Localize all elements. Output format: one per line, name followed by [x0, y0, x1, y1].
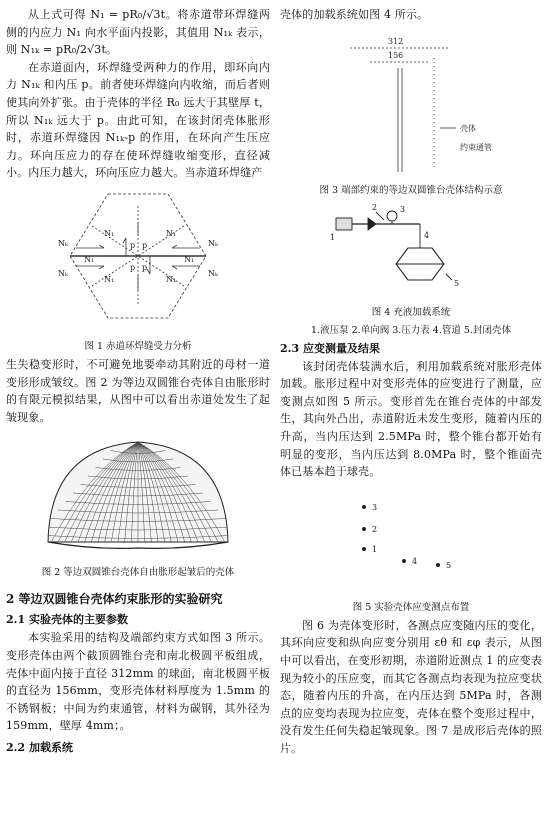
paragraph-strain-measurement: 该封闭壳体装满水后，利用加载系统对胀形壳体加载。胀形过程中对变形壳体的应变进行了测量，应变测点如图 5 所示。变形首先在锥台壳体的中部发生，其向外凸出，赤道附近未发生变形，随着内压的升高，当内压达到 2.5MPa 时，整个锥台都开始有明显的变形，当内压达到 8.0MPa 时，整个锥面壳体已基本趋于球壳。: [280, 359, 542, 479]
label-5: 5: [454, 278, 460, 288]
figure-5-caption: 图 5 实验壳体应变测点布置: [352, 601, 470, 613]
paragraph-wrinkle: 生失稳变形时，不可避免地要牵动其附近的母材一道变形形成皱纹。图 2 为等边双圆锥台壳体自由胀形时的有限元模拟结果，从图中可以看出赤道处发生了起皱现象。: [6, 357, 270, 424]
label-2: 2: [372, 202, 378, 212]
loading-system-diagram: [280, 200, 542, 300]
label-p: p: [130, 262, 136, 272]
figure-4-caption: 图 4 充液加载系统: [371, 306, 451, 318]
label-n1: N₁: [166, 274, 177, 284]
label-tube: 约束通管: [460, 142, 492, 152]
figure-4-legend: 1.液压泵 2.单向阀 3.压力表 4.管道 5.封闭壳体: [311, 324, 511, 336]
paragraph-force-formula: 从上式可得 N₁ = pR₀/√3t。将赤道带环焊缝两侧的内应力 N₁ 向水平面内投影，其值用 N₁ₖ 表示，则 N₁ₖ = pR₀/2√3t。: [6, 8, 270, 57]
gauge-label: 1: [372, 544, 378, 554]
figure-2-caption: 图 2 等边双圆锥台壳体自由胀形起皱后的壳体: [41, 567, 235, 579]
subsection-heading-2-3: 2.3 应变测量及结果: [280, 341, 380, 355]
figure-5: [280, 485, 542, 595]
label-nk: Nₖ: [58, 238, 68, 248]
gauge-label: 3: [372, 502, 378, 512]
strain-gauge-layout: [280, 485, 542, 595]
label-n1: N₁: [104, 274, 115, 284]
label-p: p: [142, 240, 148, 250]
label-n1: N₁: [84, 254, 95, 264]
paragraph-strain-results: 图 6 为壳体变形时，各测点应变随内压的变化，其环向应变和纵向应变分别用 εθ 和 εφ 表示，从图中可以看出，在变形初期，赤道附近测点 1 的应变表现为较小的压应变，而其它各测点均表现为拉应变状态，随着内压的升高，在内压达到 5MPa 时，各测点的应变均表现为拉应变，壳体在整个变形过程中，没有发生任何失稳起皱现象。图 7 是成形后壳体的照片。: [280, 618, 542, 755]
gauge-label: 5: [446, 560, 452, 570]
label-shell: 壳体: [460, 123, 476, 133]
label-nk: Nₖ: [208, 268, 218, 278]
label-1: 1: [330, 232, 336, 242]
figure-3-caption: 图 3 端部约束的等边双圆锥台壳体结构示意: [319, 184, 503, 196]
gauge-label: 4: [412, 556, 418, 566]
wrinkled-shell-mesh: [6, 430, 270, 560]
label-n1: N₁: [184, 254, 195, 264]
label-p: p: [142, 262, 148, 272]
label-nk: Nₖ: [208, 238, 218, 248]
figure-2: [6, 430, 270, 560]
gauge-label: 2: [372, 524, 378, 534]
label-312: 312: [388, 36, 404, 46]
label-156: 156: [388, 50, 404, 60]
left-column: [6, 6, 270, 757]
label-p: p: [130, 240, 136, 250]
figure-3: [280, 28, 542, 178]
figure-4: [280, 200, 542, 300]
subsection-heading-2-2: 2.2 加载系统: [6, 740, 73, 754]
right-column: [280, 6, 542, 758]
paragraph-parameters: 本实验采用的结构及端部约束方式如图 3 所示。变形壳体由两个截顶圆锥台壳和南北极圆平板组成，壳体中面内接于直径 312mm 的球面，南北极圆平板的直径为 156mm，变形壳体材料厚度为 1.5mm 的不锈钢板；中间为约束通管，材料为碳钢，其外径为 159mm，壁厚 4mm；。: [6, 631, 270, 733]
label-n1: N₁: [104, 228, 115, 238]
section-heading-2: 2 等边双圆锥台壳体约束胀形的实验研究: [6, 592, 223, 607]
label-3: 3: [400, 204, 406, 214]
paragraph-loading-intro: 壳体的加载系统如图 4 所示。: [280, 8, 429, 21]
paragraph-equator-forces: 在赤道面内，环焊缝受两种力的作用，即环向内力 N₁ₖ 和内压 p。前者使环焊缝向内收缩，而后者则使其向外扩张。由于壳体的半径 R₀ 远大于其壁厚 t，所以 N₁ₖ 远大于 p。由此可知，在该封闭壳体胀形时，赤道环焊缝因 N₁ₖ-p 的作用，在环向产生压应力。环向压应力的存在使环焊缝收缩变形，直径减小。内压力越大，环向压应力越大。当赤道环焊缝产: [6, 60, 270, 180]
figure-1-caption: 图 1 赤道环焊缝受力分析: [84, 340, 192, 352]
subsection-heading-2-1: 2.1 实验壳体的主要参数: [6, 613, 128, 627]
weld-force-diagram: [6, 186, 270, 334]
label-4: 4: [424, 230, 430, 240]
label-nk: Nₖ: [58, 268, 68, 278]
figure-1: [6, 186, 270, 334]
label-n1: N₁: [166, 228, 177, 238]
shell-structure-diagram: [280, 28, 542, 178]
